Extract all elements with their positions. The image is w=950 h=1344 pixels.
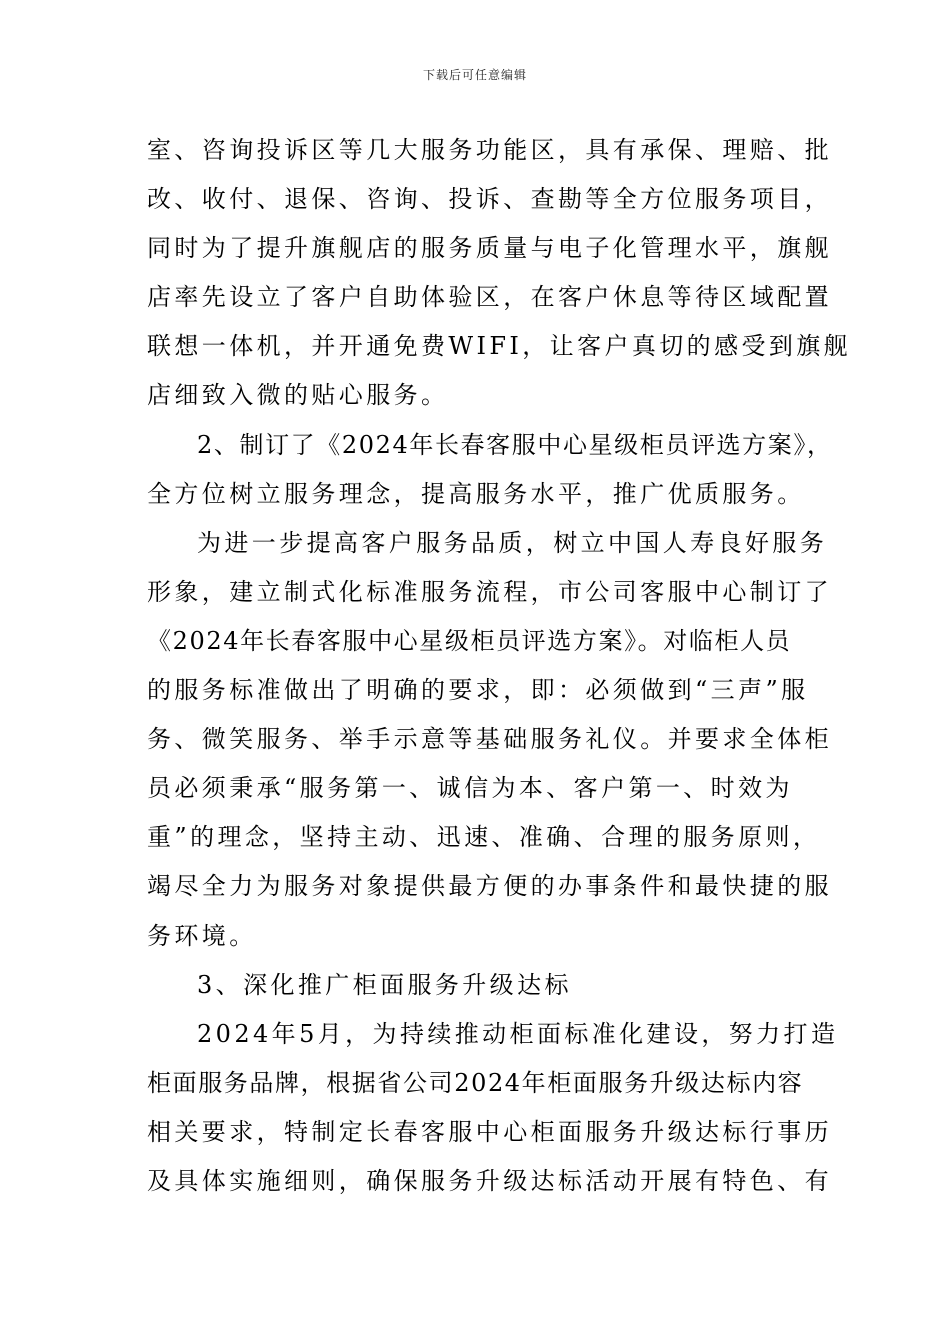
paragraph-start: 2024年5月，为持续推动柜面标准化建设，努力打造 — [197, 1019, 839, 1048]
section-heading-2: 2、制订了《2024年长春客服中心星级柜员评选方案》， — [197, 430, 833, 459]
text-line: 全方位树立服务理念，提高服务水平，推广优质服务。 — [147, 479, 805, 508]
section-heading-3: 3、深化推广柜面服务升级达标 — [197, 970, 572, 999]
text-line: 务、微笑服务、举手示意等基础服务礼仪。并要求全体柜 — [147, 725, 832, 754]
text-line: 联想一体机，并开通免费WIFI，让客户真切的感受到旗舰 — [147, 332, 852, 361]
text-line: 《2024年长春客服中心星级柜员评选方案》。对临柜人员 — [147, 626, 792, 655]
body-text — [147, 126, 852, 1206]
text-line: 形象，建立制式化标准服务流程，市公司客服中心制订了 — [147, 577, 832, 606]
text-line: 重”的理念，坚持主动、迅速、准确、合理的服务原则， — [147, 823, 821, 852]
text-line: 同时为了提升旗舰店的服务质量与电子化管理水平，旗舰 — [147, 234, 832, 263]
text-line: 务环境。 — [147, 921, 257, 950]
text-line: 员必须秉承“服务第一、诚信为本、客户第一、时效为 — [147, 774, 793, 803]
text-line: 室、咨询投诉区等几大服务功能区，具有承保、理赔、批 — [147, 136, 832, 164]
paragraph-start: 为进一步提高客户服务品质，树立中国人寿良好服务 — [197, 528, 828, 557]
text-line: 的服务标准做出了明确的要求，即：必须做到“三声”服 — [147, 676, 809, 705]
text-line: 及具体实施细则，确保服务升级达标活动开展有特色、有 — [147, 1166, 832, 1195]
text-line: 竭尽全力为服务对象提供最方便的办事条件和最快捷的服 — [147, 872, 832, 901]
text-line: 店细致入微的贴心服务。 — [147, 381, 449, 410]
text-line: 改、收付、退保、咨询、投诉、查勘等全方位服务项目， — [147, 185, 832, 214]
header-note: 下载后可任意编辑 — [422, 68, 527, 82]
text-line: 相关要求，特制定长春客服中心柜面服务升级达标行事历 — [147, 1117, 832, 1146]
text-line: 柜面服务品牌，根据省公司2024年柜面服务升级达标内容 — [147, 1068, 804, 1097]
text-line: 店率先设立了客户自助体验区，在客户休息等待区域配置 — [147, 283, 832, 312]
